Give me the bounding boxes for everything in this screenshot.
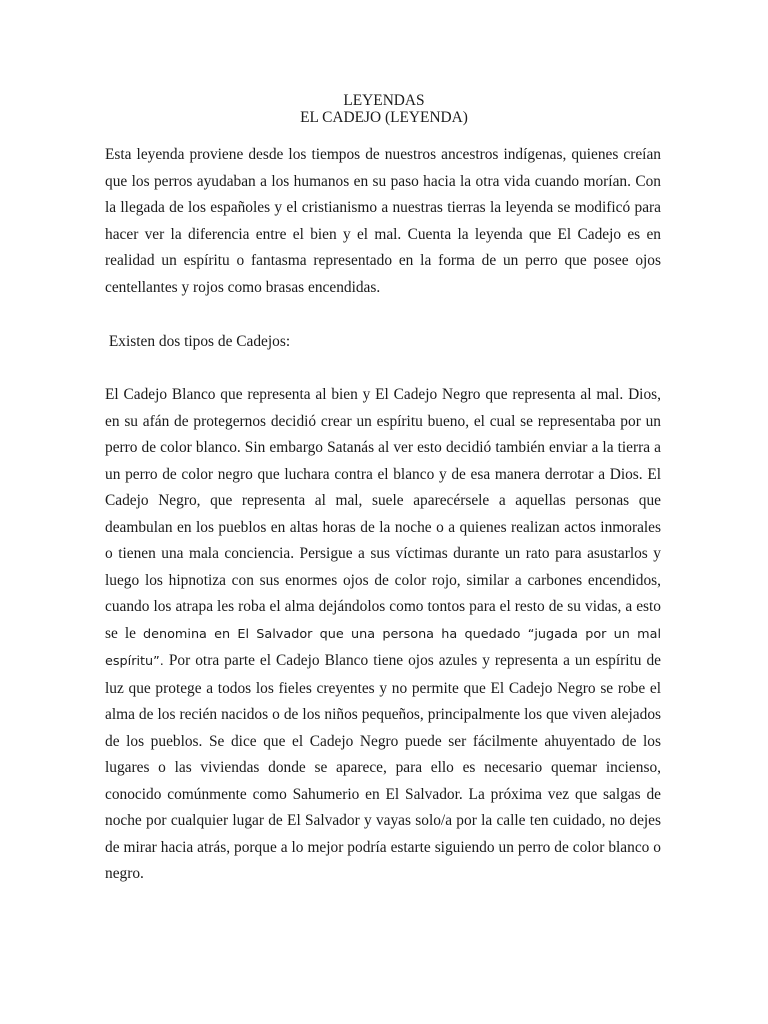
paragraph-intro: Esta leyenda proviene desde los tiempos de nuestros ancestros indígenas, quienes creían que los perros ayudaban a los humanos en su paso hacia la otra vida cuando morían. Con la llegada de los españoles y el cristianismo a nuestras tierras la leyenda se modificó para hacer ver la diferencia entre el bien y el mal. Cuenta la leyenda que El Cadejo es en realidad un espíritu o fantasma representado en la forma de un perro que posee ojos centellantes y rojos como brasas encendidas. [105,146,661,296]
paragraph-types [105,329,661,356]
document-subtitle: EL CADEJO (LEYENDA) [300,109,468,126]
paragraph-types-text: Existen dos tipos de Cadejos: [108,333,291,350]
paragraph-description-part-1: El Cadejo Blanco que representa al bien y El Cadejo Negro que representa al mal. Dios, en su afán de protegernos decidió crear un espíritu bueno, el cual se representaba por un perro de color blanco. Sin embargo Satanás al ver esto decidió también enviar a la tierra a un perro de color negro que luchara contra el blanco y de esa manera derrotar a Dios. El Cadejo Negro, que representa al mal, suele aparecérsele a aquellas personas que deambulan en los pueblos en altas horas de la noche o a quienes realizan actos inmorales o tienen una mala conciencia. Persigue a sus víctimas durante un rato para asustarlos y luego los hipnotiza con sus enormes ojos de color rojo, similar a carbones encendidos, cuando los atrapa les roba el alma dejándolos como tontos para el resto de su vidas, a esto se le [105,386,661,642]
paragraph-description [105,382,661,888]
paragraph-description-part-2: denomina en El Salvador que una persona ha quedado “jugada por un mal espíritu”. [105,626,661,669]
document-title: LEYENDAS [343,92,425,109]
paragraph-description-part-3: Por otra parte el Cadejo Blanco tiene ojos azules y representa a un espíritu de luz que protege a todos los fieles creyentes y no permite que El Cadejo Negro se robe el alma de los recién nacidos o de los niños pequeños, principalmente los que viven alejados de los pueblos. Se dice que el Cadejo Negro puede ser fácilmente ahuyentado de los lugares o las viviendas donde se aparece, para ello es necesario quemar incienso, conocido comúnmente como Sahumerio en El Salvador. La próxima vez que salgas de noche por cualquier lugar de El Salvador y vayas solo/a por la calle ten cuidado, no dejes de mirar hacia atrás, porque a lo mejor podría estarte siguiendo un perro de color blanco o negro. [105,652,661,882]
